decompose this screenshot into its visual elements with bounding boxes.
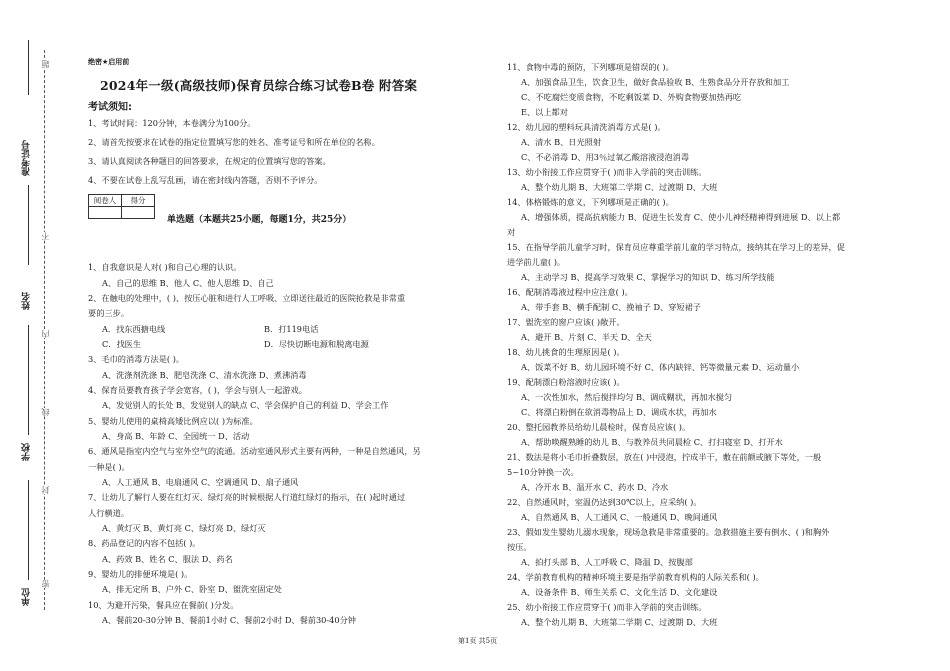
question-line: 14、体格锻炼的意义，下列哪项是正确的( )。 [507, 197, 674, 207]
page-number: 第1页 共5页 [458, 637, 498, 645]
question-line: 13、幼小衔接工作应贯穿于( )而非入学前的突击训练。 [507, 167, 707, 177]
notice-item: 1、考试时间：120分钟，本卷满分为100分。 [88, 118, 256, 128]
blank-line [28, 40, 29, 95]
section-heading: 单选题（本题共25小题，每题1分，共25分） [167, 215, 352, 225]
option-line: B．打119电话 [264, 324, 319, 334]
margin-label-name: 姓名 [22, 292, 32, 310]
notice-item: 2、请首先按要求在试卷的指定位置填写您的姓名、准考证号和所在单位的名称。 [88, 137, 380, 147]
question-line: 15、在指导学前儿童学习时，保育员应尊重学前儿童的学习特点，接纳其在学习上的差异，促 [507, 242, 845, 252]
question-line: 16、配制消毒液过程中应注意( )。 [507, 287, 633, 297]
option-line: C、将漂白粉倒在欲消毒物品上 D、调成水状，再加水 [521, 407, 717, 417]
question-line: 1、自我意识是人对( )和自己心理的认识。 [88, 262, 242, 272]
option-line: A、自然通风 B、人工通风 C、一般通风 D、晚间通风 [521, 512, 718, 522]
question-line: 21、数法是将小毛巾折叠数层，放在( )中浸泡，拧成半干，敷在前额或腋下等处，一般 [507, 452, 822, 462]
blank-line [28, 185, 29, 265]
question-line: 11、食物中毒的预防，下列哪项是错误的( )。 [507, 62, 674, 72]
margin-label-unit: 单位 [22, 588, 32, 606]
question-line: 25、幼小衔接工作应贯穿于( )而非入学前的突击训练。 [507, 602, 707, 612]
seal-mark: 封 [41, 486, 50, 494]
page-title: 2024年一级(高级技师)保育员综合练习试卷B卷 附答案 [100, 78, 418, 93]
margin-label-exam-number: 准考证号 [22, 140, 32, 176]
option-line: A、整个幼儿期 B、大班第二学期 C、过渡期 D、大班 [521, 182, 718, 192]
seal-mark: 题 [41, 60, 50, 68]
option-line: A、主动学习 B、提高学习效果 C、掌握学习的知识 D、练习所学技能 [521, 272, 775, 282]
option-line: A、清水 B、日光照射 [521, 137, 602, 147]
question-line: 按压。 [507, 542, 532, 552]
option-line: C、不必消毒 D、用3％过氧乙酸溶液浸泡消毒 [521, 152, 690, 162]
option-line: A、饭菜不好 B、幼儿园环境不好 C、体内缺锌、钙等微量元素 D、运动量小 [521, 362, 800, 372]
question-line: 18、幼儿挑食的生理原因是( )。 [507, 347, 625, 357]
question-line: 7、让幼儿了解行人要在红灯灭、绿灯亮的时候根据人行道红绿灯的指示，在( )起时通过 [88, 492, 406, 502]
question-line: 17、盥洗室的窗户应该( )敞开。 [507, 317, 625, 327]
option-line: A、排无定所 B、户外 C、卧室 D、盥洗室固定处 [102, 584, 282, 594]
option-line: A、加强食品卫生，饮食卫生，做好食品验收 B、生熟食品分开存放和加工 [521, 77, 790, 87]
option-line: A、避开 B、片刻 C、半天 D、全天 [521, 332, 652, 342]
question-line: 10、为避开污染，餐具应在餐前( )分发。 [88, 600, 239, 610]
option-line: A、一次性加水，然后搅拌均匀 B、调成糊状，再加水搅匀 [521, 392, 733, 402]
option-line: A、整个幼儿期 B、大班第二学期 C、过渡期 D、大班 [521, 617, 718, 627]
option-line: A、发觉别人的长处 B、发觉别人的缺点 C、学会保护自己的利益 D、学会工作 [102, 400, 389, 410]
question-line: 24、学前教育机构的精神环境主要是指学前教育机构的人际关系和( )。 [507, 572, 764, 582]
option-line: A、自己的思维 B、他人 C、他人思维 D、自己 [102, 278, 274, 288]
question-line: 12、幼儿园的塑料玩具清洗消毒方式是( )。 [507, 122, 666, 132]
option-line: D．尽快切断电源和脱离电源 [264, 339, 369, 349]
grader-blank[interactable] [89, 207, 122, 219]
question-line: 进学前儿童( )。 [507, 257, 566, 267]
seal-mark: 内 [41, 330, 50, 338]
option-line: A、人工通风 B、电扇通风 C、空调通风 D、扇子通风 [102, 477, 299, 487]
question-line: 4、保育员要教育孩子学会宽容，( )，学会与别人一起游戏。 [88, 385, 307, 395]
blank-line [28, 325, 29, 435]
seal-mark: 线 [41, 408, 50, 416]
secret-label: 绝密★启用前 [88, 58, 130, 66]
option-line: A．找东西搪电线 [102, 324, 166, 334]
question-line: 5~10分钟换一次。 [507, 467, 579, 477]
option-line: 对 [507, 227, 516, 237]
seal-mark: 密 [41, 580, 50, 588]
option-line: C．找医生 [102, 339, 142, 349]
notice-item: 3、请认真阅读各种题目的回答要求，在规定的位置填写您的答案。 [88, 156, 331, 166]
question-line: 5、婴幼儿使用的桌椅高矮比例应以( )为标准。 [88, 416, 258, 426]
option-line: A、拍打头部 B、人工呼吸 C、降温 D、按腹部 [521, 557, 693, 567]
question-line: 19、配制漂白粉溶液时应该( )。 [507, 377, 625, 387]
seal-mark: 不 [41, 232, 50, 240]
question-line: 3、毛巾的消毒方法是( )。 [88, 354, 185, 364]
option-line: A、冷开水 B、温开水 C、药水 D、冷水 [521, 482, 669, 492]
question-line: 20、整托园教养员给幼儿晨检时，保育员应该( )。 [507, 422, 691, 432]
margin-label-school: 学校 [22, 443, 32, 461]
question-line: 一种是( )。 [88, 462, 130, 472]
option-line: A、身高 B、年龄 C、全园统一 D、活动 [102, 431, 250, 441]
score-table [88, 194, 155, 219]
blank-line [28, 480, 29, 580]
option-line: A、设备条件 B、师生关系 C、文化生活 D、文化建设 [521, 587, 718, 597]
question-line: 6、通风是指室内空气与室外空气的流通。活动室通风形式主要有两种，一种是自然通风，另 [88, 446, 421, 456]
option-line: A、药效 B、姓名 C、服法 D、药名 [102, 554, 233, 564]
binding-margin [0, 0, 70, 671]
notice-item: 4、不要在试卷上乱写乱画，请在密封线内答题，否则不予评分。 [88, 175, 323, 185]
option-line: C、不吃腐烂变质食物，不吃剩饭菜 D、外购食物要加热再吃 [521, 92, 742, 102]
question-line: 9、婴幼儿的排便环境是( )。 [88, 569, 193, 579]
notice-heading: 考试须知: [88, 102, 132, 113]
option-line: E、以上都对 [521, 107, 568, 117]
question-line: 要的三步。 [88, 308, 129, 318]
question-line: 23、假如发生婴幼儿溺水现象，现场急救是非常重要的。急救措施主要有倒水、( )和胸外 [507, 527, 830, 537]
option-line: A、增强体质，提高抗病能力 B、促进生长发育 C、使小儿神经精神得到进展 D、以上都 [521, 212, 841, 222]
option-line: A、黄灯灭 B、黄灯亮 C、绿灯亮 D、绿灯灭 [102, 523, 266, 533]
option-line: A、洗涤剂洗涤 B、肥皂洗涤 C、清水洗涤 D、煮沸消毒 [102, 370, 307, 380]
score-blank[interactable] [122, 207, 155, 219]
question-line: 人行横道。 [88, 508, 129, 518]
option-line: A、带手套 B、横手配制 C、挽袖子 D、穿短裙子 [521, 302, 701, 312]
question-line: 8、药品登记的内容不包括( )。 [88, 538, 201, 548]
score-cell: 得分 [122, 195, 155, 207]
option-line: A、餐前20-30分钟 B、餐前1小时 C、餐前2小时 D、餐前30-40分钟 [102, 615, 356, 625]
option-line: A、帮助唤醒熟睡的幼儿 B、与教养员共同晨检 C、打扫寝室 D、打开水 [521, 437, 783, 447]
grader-cell: 阅卷人 [89, 195, 122, 207]
question-line: 2、在触电的处理中，( )、按压心脏和进行人工呼吸、立即送往最近的医院抢救是非常重 [88, 293, 406, 303]
question-line: 22、自然通风时，室温仍达到30℃以上，应采纳( )。 [507, 497, 702, 507]
